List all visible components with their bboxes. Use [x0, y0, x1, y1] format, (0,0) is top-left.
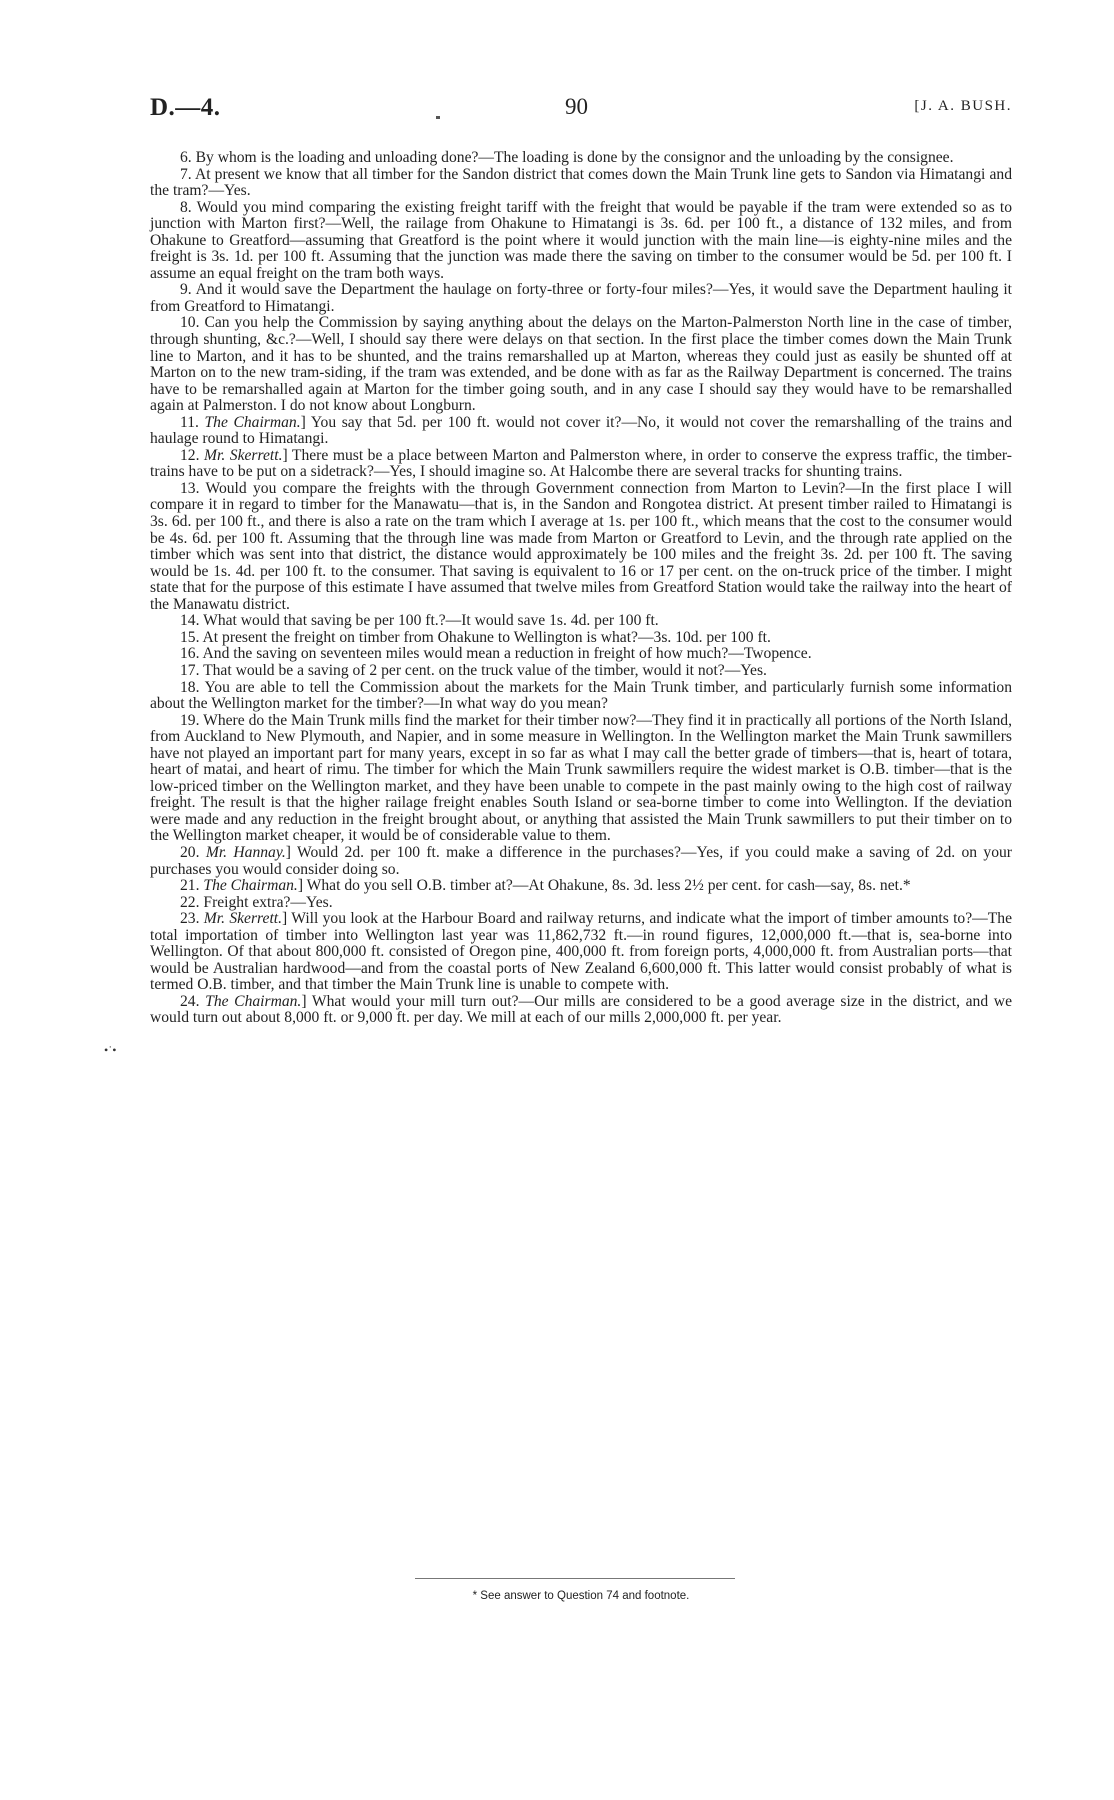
- paragraph-text: 11.: [180, 413, 205, 431]
- evidence-body: [150, 150, 1012, 1027]
- document-reference: D.—4.: [150, 94, 221, 121]
- paragraph-text: 20.: [180, 843, 206, 861]
- paragraph-text: 16. And the saving on seventeen miles would mean a reduction in freight of how much?—Twopence.: [180, 645, 812, 663]
- paragraph-text: 13. Would you compare the freights with the through Government connection from Marton to Levin?—In the first place I will compare it in regard to timber for the Manawatu—that is, in the Sandon and Rongotea district. At present timber railed to Himatangi is 3s. 6d. per 100 ft., and there is also a rate on the tram which I average at 1s. per 100 ft., which means that the cost to the consumer would be 4s. 6d. per 100 ft. Assuming that the through line was made from Marton or Greatford to Levin, and the through rate applied on the timber which was sent into that district, the distance would approximately be 100 miles and the freight 3s. 2d. per 100 ft. The saving would be 1s. 4d. per 100 ft. to the consumer. That saving is equivalent to 16 or 17 per cent. on the on-truck price of the timber. I might state that for the purpose of this estimate I have assumed that twelve miles from Greatford Station would take the railway into the heart of the Manawatu district.: [150, 479, 1012, 613]
- paragraph-text: 15. At present the freight on timber from Ohakune to Wellington is what?—3s. 10d. per 100 ft.: [180, 628, 771, 646]
- question-paragraph: [150, 895, 1012, 912]
- question-paragraph: [150, 878, 1012, 895]
- question-paragraph: [150, 613, 1012, 630]
- question-paragraph: [150, 994, 1012, 1027]
- question-paragraph: [150, 282, 1012, 315]
- speaker-name: The Chairman.: [204, 413, 301, 431]
- question-paragraph: [150, 630, 1012, 647]
- question-paragraph: [150, 150, 1012, 167]
- print-speck: [436, 116, 440, 119]
- paragraph-text: ] Would 2d. per 100 ft. make a difference in the purchases?—Yes, if you could make a saving of 2d. on your purchases you would consider doing so.: [150, 843, 1012, 878]
- paragraph-text: 9. And it would save the Department the haulage on forty-three or forty-four miles?—Yes, it would save the Department hauling it from Greatford to Himatangi.: [150, 281, 1012, 315]
- question-paragraph: [150, 911, 1012, 994]
- footnote: * See answer to Question 74 and footnote.: [472, 1590, 690, 1602]
- paragraph-text: ] What would your mill turn out?—Our mills are considered to be a good average size in the district, and we would turn out about 8,000 ft. or 9,000 ft. per day. We mill at each of our mills 2,000,000 ft. per year.: [150, 992, 1012, 1027]
- paragraph-text: 7. At present we know that all timber for the Sandon district that comes down the Main Trunk line gets to Sandon via Himatangi and the tram?—Yes.: [150, 165, 1012, 200]
- paragraph-text: 18. You are able to tell the Commission about the markets for the Main Trunk timber, and particularly furnish some information about the Wellington market for the timber?—In what way do you mean?: [150, 678, 1012, 713]
- witness-name: [J. A. BUSH.: [914, 98, 1012, 114]
- speaker-name: The Chairman.: [205, 992, 302, 1010]
- paragraph-text: 22. Freight extra?—Yes.: [180, 893, 333, 911]
- question-paragraph: [150, 481, 1012, 613]
- footnote-rule: [415, 1578, 735, 1579]
- paragraph-text: 24.: [180, 992, 206, 1010]
- paragraph-text: 12.: [180, 446, 205, 464]
- speaker-name: The Chairman.: [203, 877, 298, 895]
- paragraph-text: ] There must be a place between Marton and Palmerston where, in order to conserve the express traffic, the timber-trains have to be put on a sidetrack?—Yes, I should imagine so. At Halcombe there are several tracks for shunting trains.: [150, 446, 1012, 481]
- paragraph-text: 6. By whom is the loading and unloading done?—The loading is done by the consignor and the unloading by the consignee.: [180, 149, 954, 166]
- page-number: 90: [565, 94, 588, 119]
- question-paragraph: [150, 646, 1012, 663]
- question-paragraph: [150, 448, 1012, 481]
- paragraph-text: ] Will you look at the Harbour Board and railway returns, and indicate what the import of timber amounts to?—The total importation of timber into Wellington last year was 11,862,732 ft.—in round figures, 12,000,000 ft.—that is, sea-borne into Wellington. Of that about 800,000 ft. consisted of Oregon pine, 400,000 ft. from foreign ports, 4,000,000 ft. from Australian ports—that would be Australian hardwood—and from the coastal ports of New Zealand 6,600,000 ft. This latter would consist probably of what is termed O.B. timber, and that timber the Main Trunk line is unable to compete with.: [150, 910, 1012, 994]
- paragraph-text: ] You say that 5d. per 100 ft. would not cover it?—No, it would not cover the remarshalling of the trains and haulage round to Himatangi.: [150, 413, 1012, 448]
- margin-mark: •˙•: [104, 1043, 117, 1057]
- paragraph-text: 19. Where do the Main Trunk mills find the market for their timber now?—They find it in practically all portions of the North Island, from Auckland to New Plymouth, and Napier, and in some measure in Wellington. In the Wellington market the Main Trunk sawmillers have not played an important part for many years, except in so far as what I may call the better grade of timbers—that is, heart of totara, heart of matai, and heart of rimu. The timber for which the Main Trunk sawmillers require the widest market is O.B. timber—that is the low-priced timber on the Wellington market, and they have been unable to compete in the past mainly owing to the high cost of railway freight. The result is that the higher railage freight enables South Island or sea-borne timber to come into Wellington. If the deviation were made and any reduction in the freight brought about, or anything that assisted the Main Trunk sawmillers to put their timber on to the Wellington market cheaper, it would be of considerable value to them.: [150, 711, 1012, 845]
- question-paragraph: [150, 713, 1012, 845]
- speaker-name: Mr. Skerrett.: [204, 446, 283, 464]
- question-paragraph: [150, 845, 1012, 878]
- page-header: [150, 94, 1012, 134]
- question-paragraph: [150, 663, 1012, 680]
- speaker-name: Mr. Hannay.: [205, 843, 286, 861]
- paragraph-text: 14. What would that saving be per 100 ft.?—It would save 1s. 4d. per 100 ft.: [180, 612, 659, 630]
- question-paragraph: [150, 167, 1012, 200]
- speaker-name: Mr. Skerrett.: [203, 910, 283, 928]
- question-paragraph: [150, 315, 1012, 414]
- paragraph-text: 8. Would you mind comparing the existing freight tariff with the freight that would be payable if the tram were extended so as to junction with Marton first?—Well, the railage from Ohakune to Himatangi is 3s. 6d. per 100 ft., a distance of 132 miles, and from Ohakune to Greatford—assuming that Greatford is the point where it would junction with the main line—is eighty-nine miles and the freight is 3s. 1d. per 100 ft. Assuming that the junction was made there the saving on timber to the consumer would be 5d. per 100 ft. I assume an equal freight on the tram both ways.: [150, 198, 1012, 282]
- paragraph-text: 23.: [180, 910, 204, 928]
- paragraph-text: 17. That would be a saving of 2 per cent. on the truck value of the timber, would it not?—Yes.: [180, 661, 767, 679]
- question-paragraph: [150, 680, 1012, 713]
- paragraph-text: 21.: [180, 877, 204, 895]
- paragraph-text: ] What do you sell O.B. timber at?—At Ohakune, 8s. 3d. less 2½ per cent. for cash—say, 8s. net.*: [297, 877, 911, 895]
- paragraph-text: 10. Can you help the Commission by saying anything about the delays on the Marton-Palmerston North line in the case of timber, through shunting, &c.?—Well, I should say there were delays on that section. In the first place the timber comes down the Main Trunk line to Marton, and it has to be shunted, and the trains remarshalled up at Marton, whereas they could just as easily be shunted off at Marton on to the new tram-siding, if the tram was extended, and be done with as far as the Railway Department is concerned. The trains have to be remarshalled again at Marton for the timber going south, and in any case I should say they would have to be remarshalled again at Palmerston. I do not know about Longburn.: [150, 314, 1012, 415]
- question-paragraph: [150, 200, 1012, 283]
- question-paragraph: [150, 415, 1012, 448]
